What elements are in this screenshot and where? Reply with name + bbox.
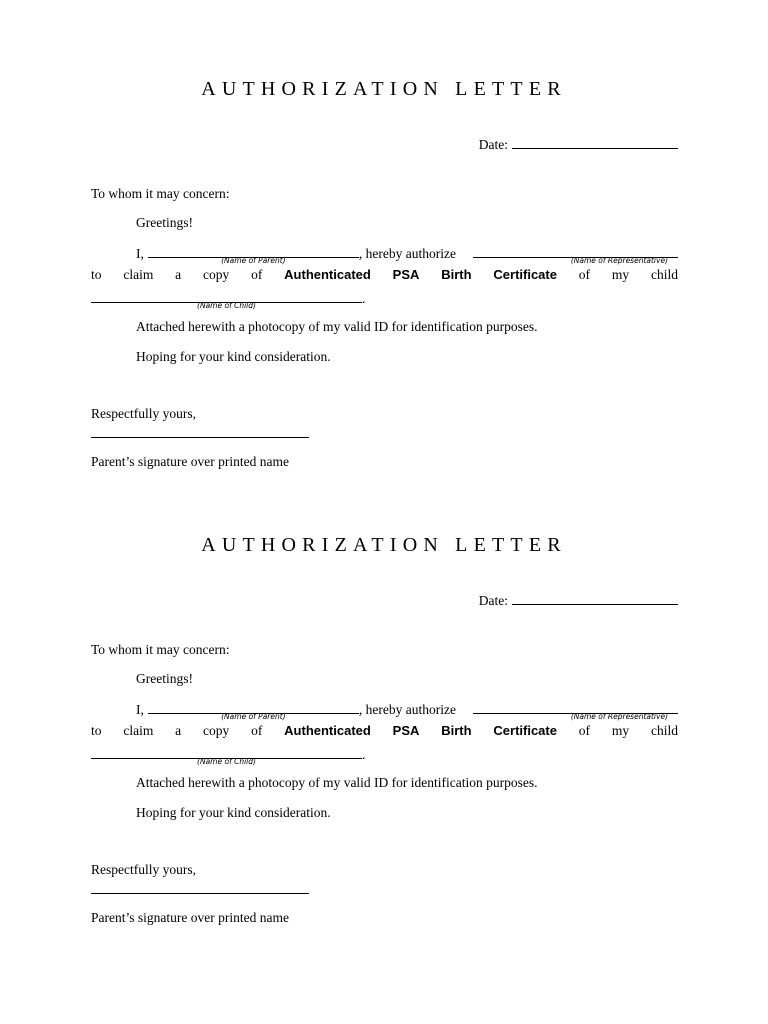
document-name-word: Birth: [441, 267, 472, 282]
claim-word: a: [175, 267, 182, 282]
parent-hint: (Name of Parent): [221, 712, 286, 721]
closing: Respectfully yours,: [91, 862, 196, 877]
date-row: [479, 136, 678, 153]
authorize-text: , hereby authorize: [358, 702, 456, 717]
greeting: Greetings!: [136, 671, 193, 686]
salutation: To whom it may concern:: [91, 186, 230, 201]
claim-word: claim: [123, 723, 154, 738]
date-row: [479, 592, 678, 609]
claim-word: to: [91, 267, 102, 282]
document-name-word: PSA: [392, 267, 420, 282]
date-label: Date:: [478, 593, 508, 608]
authorization-sentence: [136, 245, 678, 265]
representative-hint: (Name of Representative): [570, 256, 668, 265]
signature-line[interactable]: [91, 437, 309, 438]
date-field[interactable]: [512, 136, 678, 149]
hoping-text: Hoping for your kind consideration.: [136, 805, 331, 820]
claim-word: to: [91, 723, 102, 738]
document-name-word: Authenticated: [284, 267, 371, 282]
authorize-text: , hereby authorize: [358, 246, 456, 261]
claim-word: of: [251, 723, 263, 738]
claim-word: copy: [203, 267, 230, 282]
child-row: [91, 746, 366, 766]
document-name-word: Authenticated: [284, 723, 371, 738]
signature-label: Parent’s signature over printed name: [91, 454, 289, 469]
claim-word: child: [650, 723, 678, 738]
document-name-word: PSA: [392, 723, 420, 738]
child-period: .: [362, 291, 366, 306]
child-hint: (Name of Child): [197, 301, 256, 310]
letter-title: AUTHORIZATION LETTER: [201, 534, 567, 556]
i-label: I,: [136, 702, 144, 717]
document-name-word: Certificate: [493, 267, 557, 282]
document-name-word: Birth: [441, 723, 472, 738]
closing: Respectfully yours,: [91, 406, 196, 421]
claim-word: my: [611, 267, 630, 282]
claim-line: [91, 723, 678, 739]
hoping-text: Hoping for your kind consideration.: [136, 349, 331, 364]
parent-name-field[interactable]: [148, 701, 359, 721]
child-hint: (Name of Child): [197, 757, 256, 766]
child-name-field[interactable]: [91, 746, 362, 766]
claim-line: [91, 267, 678, 283]
child-row: [91, 290, 366, 310]
authorization-sentence: [136, 701, 678, 721]
claim-word: copy: [203, 723, 230, 738]
representative-hint: (Name of Representative): [570, 712, 668, 721]
i-label: I,: [136, 246, 144, 261]
letter-title: AUTHORIZATION LETTER: [201, 78, 567, 100]
signature-label: Parent’s signature over printed name: [91, 910, 289, 925]
attached-text: Attached herewith a photocopy of my valid ID for identification purposes.: [136, 319, 538, 334]
signature-line[interactable]: [91, 893, 309, 894]
document-name-word: Certificate: [493, 723, 557, 738]
child-period: .: [362, 747, 366, 762]
date-field[interactable]: [512, 592, 678, 605]
child-name-field[interactable]: [91, 290, 362, 310]
attached-text: Attached herewith a photocopy of my valid ID for identification purposes.: [136, 775, 538, 790]
claim-word: of: [578, 723, 591, 738]
claim-word: a: [175, 723, 182, 738]
representative-name-field[interactable]: [473, 701, 678, 721]
claim-word: my: [611, 723, 630, 738]
authorization-letter-top: [0, 0, 768, 469]
claim-word: of: [251, 267, 263, 282]
authorization-letter-bottom: [0, 456, 768, 925]
date-label: Date:: [478, 137, 508, 152]
representative-name-field[interactable]: [473, 245, 678, 265]
parent-name-field[interactable]: [148, 245, 359, 265]
claim-word: claim: [123, 267, 154, 282]
claim-word: child: [650, 267, 678, 282]
claim-word: of: [578, 267, 591, 282]
salutation: To whom it may concern:: [91, 642, 230, 657]
greeting: Greetings!: [136, 215, 193, 230]
parent-hint: (Name of Parent): [221, 256, 286, 265]
